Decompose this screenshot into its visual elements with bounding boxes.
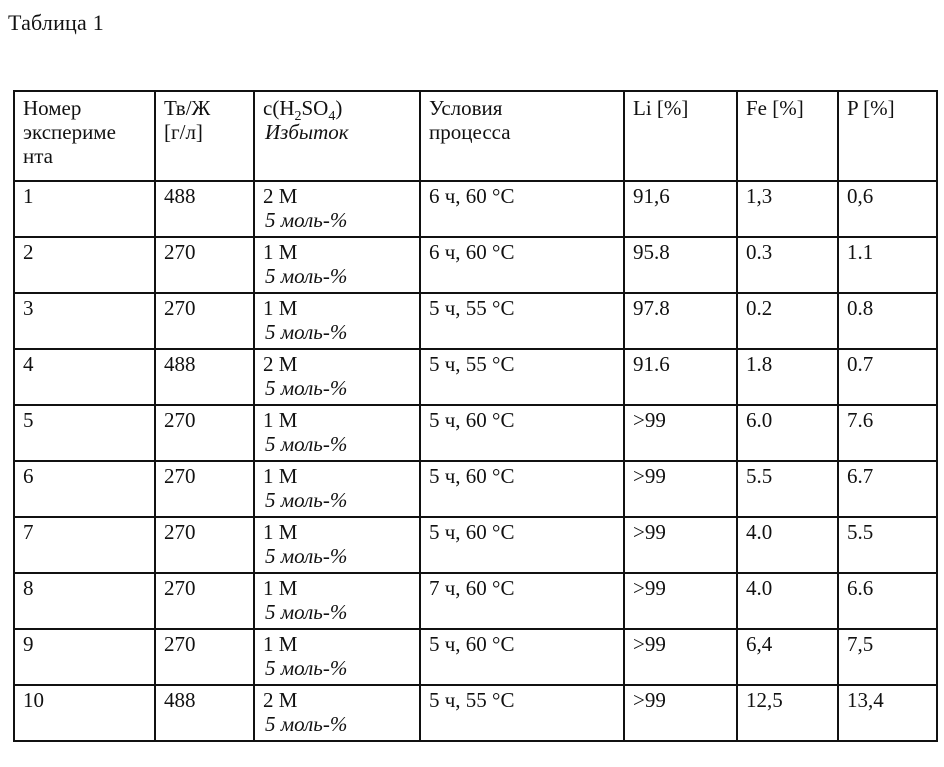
- cell-excess: 5 моль-%: [265, 488, 348, 512]
- header-process-conditions-line: Условия: [429, 96, 503, 120]
- cell-acid-concentration: [254, 405, 420, 461]
- cell-process-conditions: 6 ч, 60 °C: [420, 237, 624, 293]
- cell-molarity: 1 M: [263, 632, 298, 656]
- cell-acid-concentration: [254, 685, 420, 741]
- header-process-conditions-line: процесса: [429, 120, 511, 144]
- cell-process-conditions: 5 ч, 60 °C: [420, 517, 624, 573]
- cell-experiment-number: 8: [14, 573, 155, 629]
- acid-formula-sub2: 4: [328, 109, 336, 125]
- cell-solid-liquid-ratio: 270: [155, 573, 254, 629]
- cell-acid-concentration: [254, 293, 420, 349]
- cell-acid-concentration: [254, 517, 420, 573]
- cell-molarity: 2 M: [263, 184, 298, 208]
- cell-p: 7,5: [838, 629, 937, 685]
- cell-process-conditions: 5 ч, 55 °C: [420, 349, 624, 405]
- cell-molarity: 1 M: [263, 464, 298, 488]
- cell-fe: 0.2: [737, 293, 838, 349]
- cell-experiment-number: 3: [14, 293, 155, 349]
- cell-process-conditions: 6 ч, 60 °C: [420, 181, 624, 237]
- header-li: Li [%]: [624, 91, 737, 181]
- cell-fe: 1,3: [737, 181, 838, 237]
- cell-fe: 6,4: [737, 629, 838, 685]
- cell-experiment-number: 6: [14, 461, 155, 517]
- cell-excess: 5 моль-%: [265, 264, 348, 288]
- header-solid-liquid-ratio-line: Тв/Ж: [164, 96, 211, 120]
- cell-solid-liquid-ratio: 270: [155, 237, 254, 293]
- table-body: [14, 181, 937, 741]
- cell-excess: 5 моль-%: [265, 432, 348, 456]
- cell-acid-concentration: [254, 629, 420, 685]
- cell-process-conditions: 5 ч, 55 °C: [420, 293, 624, 349]
- cell-molarity: 1 M: [263, 296, 298, 320]
- cell-experiment-number: 2: [14, 237, 155, 293]
- cell-fe: 4.0: [737, 517, 838, 573]
- cell-acid-concentration: [254, 349, 420, 405]
- cell-p: 0,6: [838, 181, 937, 237]
- header-p: P [%]: [838, 91, 937, 181]
- header-experiment-number-line: экспериме: [23, 120, 116, 144]
- cell-fe: 4.0: [737, 573, 838, 629]
- cell-p: 5.5: [838, 517, 937, 573]
- cell-solid-liquid-ratio: 488: [155, 685, 254, 741]
- table-row: [14, 629, 937, 685]
- cell-molarity: 1 M: [263, 576, 298, 600]
- table-row: [14, 461, 937, 517]
- cell-p: 6.6: [838, 573, 937, 629]
- cell-p: 7.6: [838, 405, 937, 461]
- cell-molarity: 2 M: [263, 352, 298, 376]
- cell-excess: 5 моль-%: [265, 376, 348, 400]
- cell-solid-liquid-ratio: 270: [155, 461, 254, 517]
- results-table: [13, 90, 938, 742]
- cell-solid-liquid-ratio: 270: [155, 517, 254, 573]
- cell-solid-liquid-ratio: 270: [155, 405, 254, 461]
- table-row: [14, 349, 937, 405]
- cell-li: >99: [624, 405, 737, 461]
- table-caption: Таблица 1: [8, 10, 104, 35]
- cell-excess: 5 моль-%: [265, 712, 348, 736]
- cell-process-conditions: 5 ч, 60 °C: [420, 405, 624, 461]
- header-solid-liquid-ratio-line: [г/л]: [164, 120, 203, 144]
- acid-formula-sub1: 2: [294, 109, 302, 125]
- cell-li: >99: [624, 573, 737, 629]
- table-header: [14, 91, 937, 181]
- header-row: [14, 91, 937, 181]
- cell-excess: 5 моль-%: [265, 208, 348, 232]
- cell-acid-concentration: [254, 573, 420, 629]
- table-row: [14, 685, 937, 741]
- cell-solid-liquid-ratio: 270: [155, 293, 254, 349]
- cell-solid-liquid-ratio: 488: [155, 349, 254, 405]
- cell-molarity: 1 M: [263, 520, 298, 544]
- table-row: [14, 293, 937, 349]
- cell-experiment-number: 9: [14, 629, 155, 685]
- cell-experiment-number: 4: [14, 349, 155, 405]
- cell-p: 6.7: [838, 461, 937, 517]
- cell-excess: 5 моль-%: [265, 320, 348, 344]
- cell-experiment-number: 5: [14, 405, 155, 461]
- table-row: [14, 573, 937, 629]
- cell-fe: 5.5: [737, 461, 838, 517]
- cell-experiment-number: 7: [14, 517, 155, 573]
- acid-formula-mid: SO: [301, 96, 329, 120]
- cell-experiment-number: 1: [14, 181, 155, 237]
- table-row: [14, 405, 937, 461]
- header-experiment-number-line: нта: [23, 144, 53, 168]
- cell-p: 13,4: [838, 685, 937, 741]
- header-acid-excess: Избыток: [265, 120, 349, 144]
- header-acid-formula: [263, 96, 413, 125]
- header-process-conditions: [420, 91, 624, 181]
- header-acid-concentration: [254, 91, 420, 181]
- header-experiment-number: [14, 91, 155, 181]
- cell-acid-concentration: [254, 461, 420, 517]
- cell-li: 95.8: [624, 237, 737, 293]
- acid-formula-prefix: c(H: [263, 96, 295, 120]
- table-row: [14, 181, 937, 237]
- header-experiment-number-line: Номер: [23, 96, 82, 120]
- cell-process-conditions: 5 ч, 55 °C: [420, 685, 624, 741]
- cell-fe: 6.0: [737, 405, 838, 461]
- cell-molarity: 2 M: [263, 688, 298, 712]
- cell-excess: 5 моль-%: [265, 656, 348, 680]
- table-row: [14, 237, 937, 293]
- cell-acid-concentration: [254, 181, 420, 237]
- table-row: [14, 517, 937, 573]
- cell-li: 91.6: [624, 349, 737, 405]
- cell-molarity: 1 M: [263, 408, 298, 432]
- cell-process-conditions: 7 ч, 60 °C: [420, 573, 624, 629]
- cell-excess: 5 моль-%: [265, 600, 348, 624]
- header-solid-liquid-ratio: [155, 91, 254, 181]
- cell-fe: 0.3: [737, 237, 838, 293]
- cell-solid-liquid-ratio: 270: [155, 629, 254, 685]
- cell-p: 1.1: [838, 237, 937, 293]
- cell-excess: 5 моль-%: [265, 544, 348, 568]
- cell-acid-concentration: [254, 237, 420, 293]
- cell-process-conditions: 5 ч, 60 °C: [420, 461, 624, 517]
- cell-p: 0.7: [838, 349, 937, 405]
- cell-li: >99: [624, 685, 737, 741]
- cell-molarity: 1 M: [263, 240, 298, 264]
- cell-process-conditions: 5 ч, 60 °C: [420, 629, 624, 685]
- cell-fe: 12,5: [737, 685, 838, 741]
- cell-p: 0.8: [838, 293, 937, 349]
- cell-experiment-number: 10: [14, 685, 155, 741]
- cell-li: 97.8: [624, 293, 737, 349]
- cell-li: >99: [624, 461, 737, 517]
- cell-fe: 1.8: [737, 349, 838, 405]
- header-fe: Fe [%]: [737, 91, 838, 181]
- cell-li: >99: [624, 517, 737, 573]
- cell-li: 91,6: [624, 181, 737, 237]
- acid-formula-suffix: ): [335, 96, 343, 120]
- cell-li: >99: [624, 629, 737, 685]
- cell-solid-liquid-ratio: 488: [155, 181, 254, 237]
